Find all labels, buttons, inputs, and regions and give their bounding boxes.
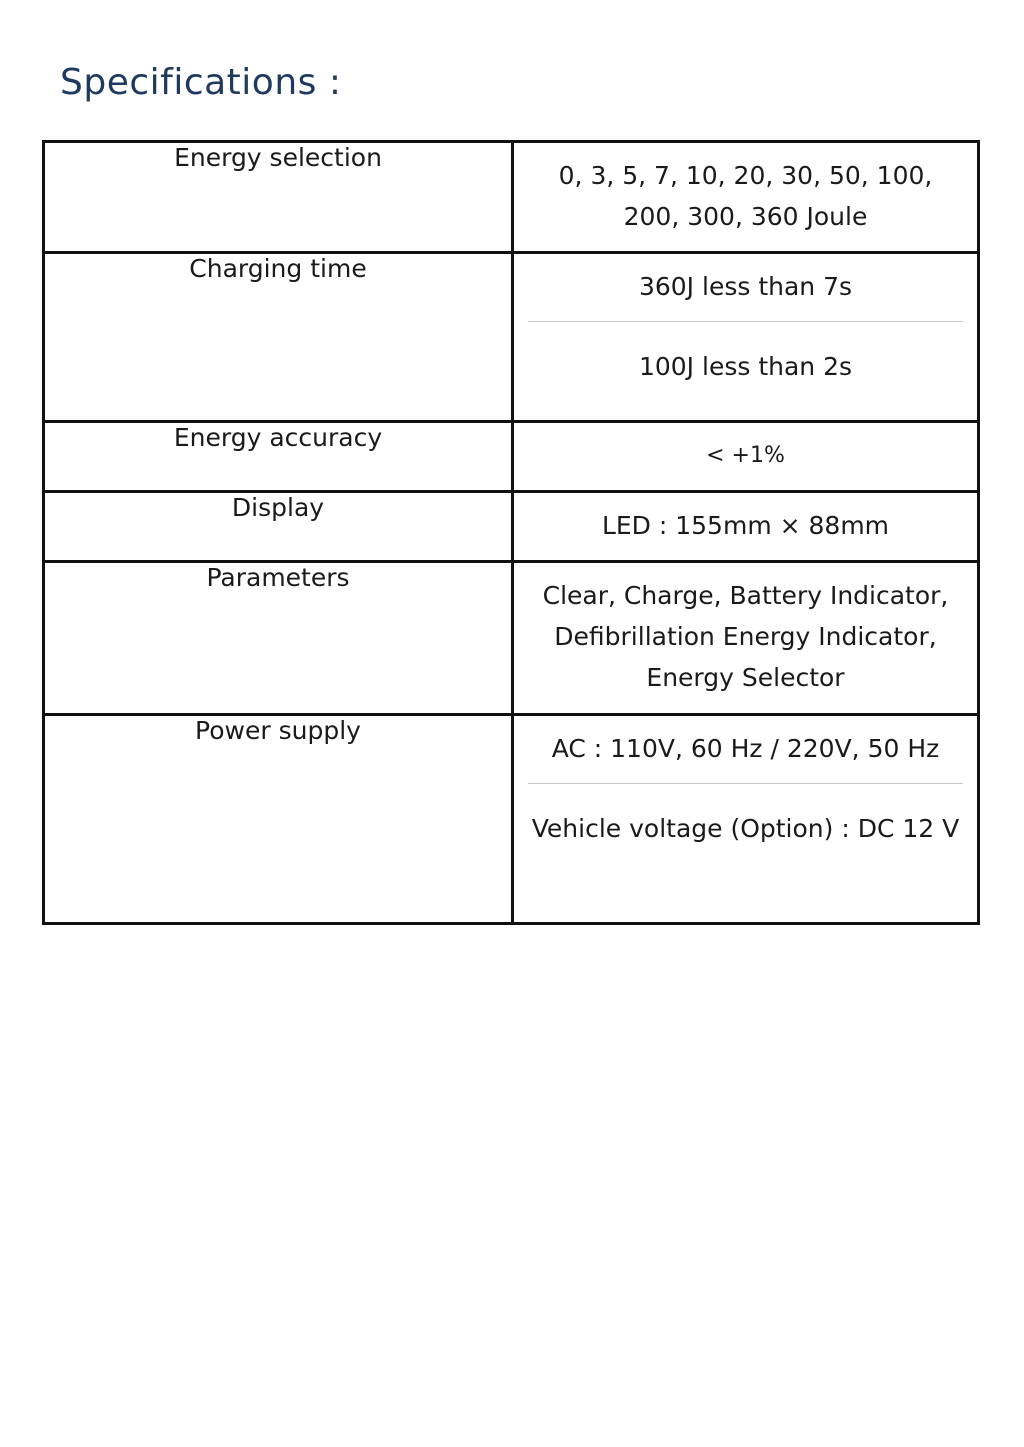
spec-value-cell xyxy=(513,715,979,924)
spec-value-cell xyxy=(513,492,979,562)
spec-label: Energy selection xyxy=(44,142,513,253)
spec-label: Energy accuracy xyxy=(44,422,513,492)
table-row xyxy=(44,253,979,422)
spec-value: < +1% xyxy=(706,443,785,468)
spec-value: LED : 155mm × 88mm xyxy=(601,511,890,540)
spec-label: Display xyxy=(44,492,513,562)
spec-value-cell xyxy=(513,253,979,422)
spec-value: 0, 3, 5, 7, 10, 20, 30, 50, 100, 200, 300, 360 Joule xyxy=(558,161,933,231)
spec-value: Clear, Charge, Battery Indicator, Defibrillation Energy Indicator, Energy Selector xyxy=(542,581,949,692)
spec-value: AC : 110V, 60 Hz / 220V, 50 Hz xyxy=(528,716,963,784)
spec-label: Parameters xyxy=(44,562,513,715)
spec-value-cell xyxy=(513,562,979,715)
spec-value-cell xyxy=(513,422,979,492)
table-row xyxy=(44,715,979,924)
table-row xyxy=(44,142,979,253)
spec-value-cell xyxy=(513,142,979,253)
table-row xyxy=(44,492,979,562)
spec-value: 100J less than 2s xyxy=(638,352,853,381)
table-row xyxy=(44,562,979,715)
spec-label: Charging time xyxy=(44,253,513,422)
page-title: Specifications : xyxy=(60,62,342,103)
spec-value: Vehicle voltage (Option) : DC 12 V xyxy=(531,814,960,843)
specifications-table xyxy=(42,140,980,925)
spec-label: Power supply xyxy=(44,715,513,924)
spec-value: 360J less than 7s xyxy=(528,254,963,322)
table-row xyxy=(44,422,979,492)
